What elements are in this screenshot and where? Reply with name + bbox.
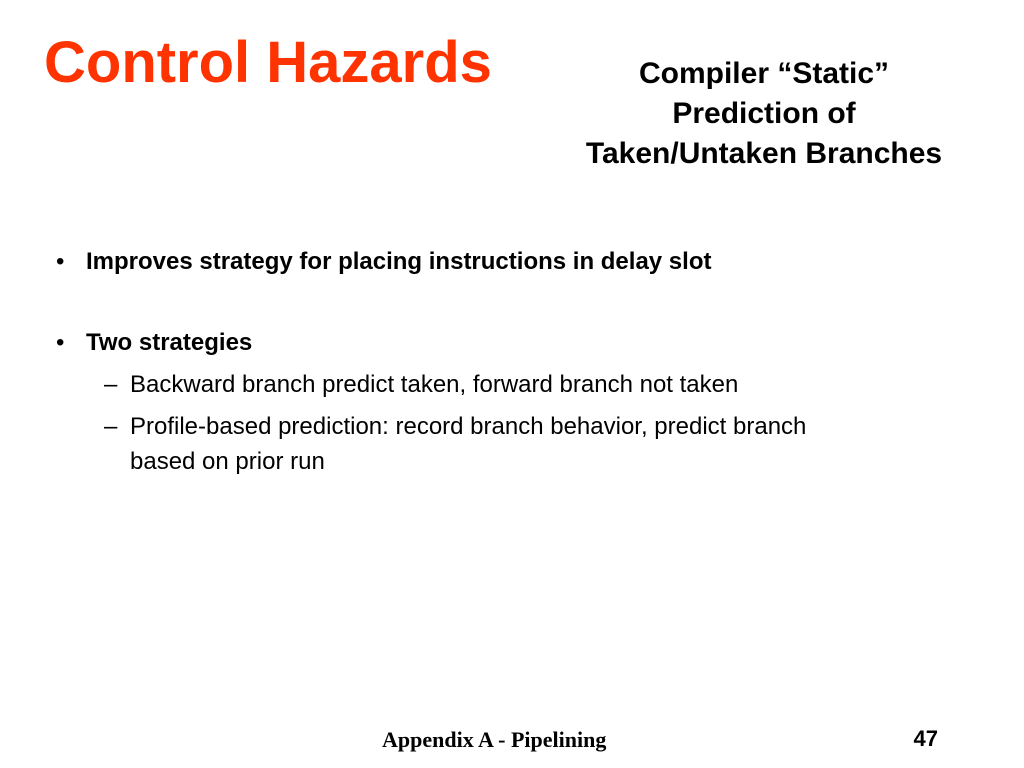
subtitle-line: Compiler “Static”: [638, 57, 890, 90]
sub-bullet-marker: –: [104, 371, 118, 398]
sub-bullet-text: Profile-based prediction: record branch behavior, predict branch: [130, 413, 807, 440]
sub-bullet-marker: –: [104, 413, 118, 440]
page-number: 47: [913, 726, 938, 751]
slide-title: Control Hazards: [44, 30, 492, 95]
slide-subtitle: [548, 54, 980, 174]
subtitle-line: Prediction of: [672, 97, 856, 130]
sub-bullet-text-continued: based on prior run: [130, 448, 325, 475]
sub-bullet-item: [104, 367, 738, 402]
bullet-text: Two strategies: [86, 329, 253, 356]
bullet-marker: •: [56, 329, 65, 356]
bullet-text: Improves strategy for placing instructions in delay slot: [86, 248, 712, 275]
bullet-item: [56, 326, 252, 360]
bullet-item: [56, 245, 711, 279]
footer-text: Appendix A - Pipelining: [382, 727, 607, 752]
sub-bullet-text: Backward branch predict taken, forward branch not taken: [130, 371, 739, 398]
sub-bullet-item: [104, 409, 806, 479]
bullet-marker: •: [56, 248, 65, 275]
subtitle-line: Taken/Untaken Branches: [585, 137, 943, 170]
